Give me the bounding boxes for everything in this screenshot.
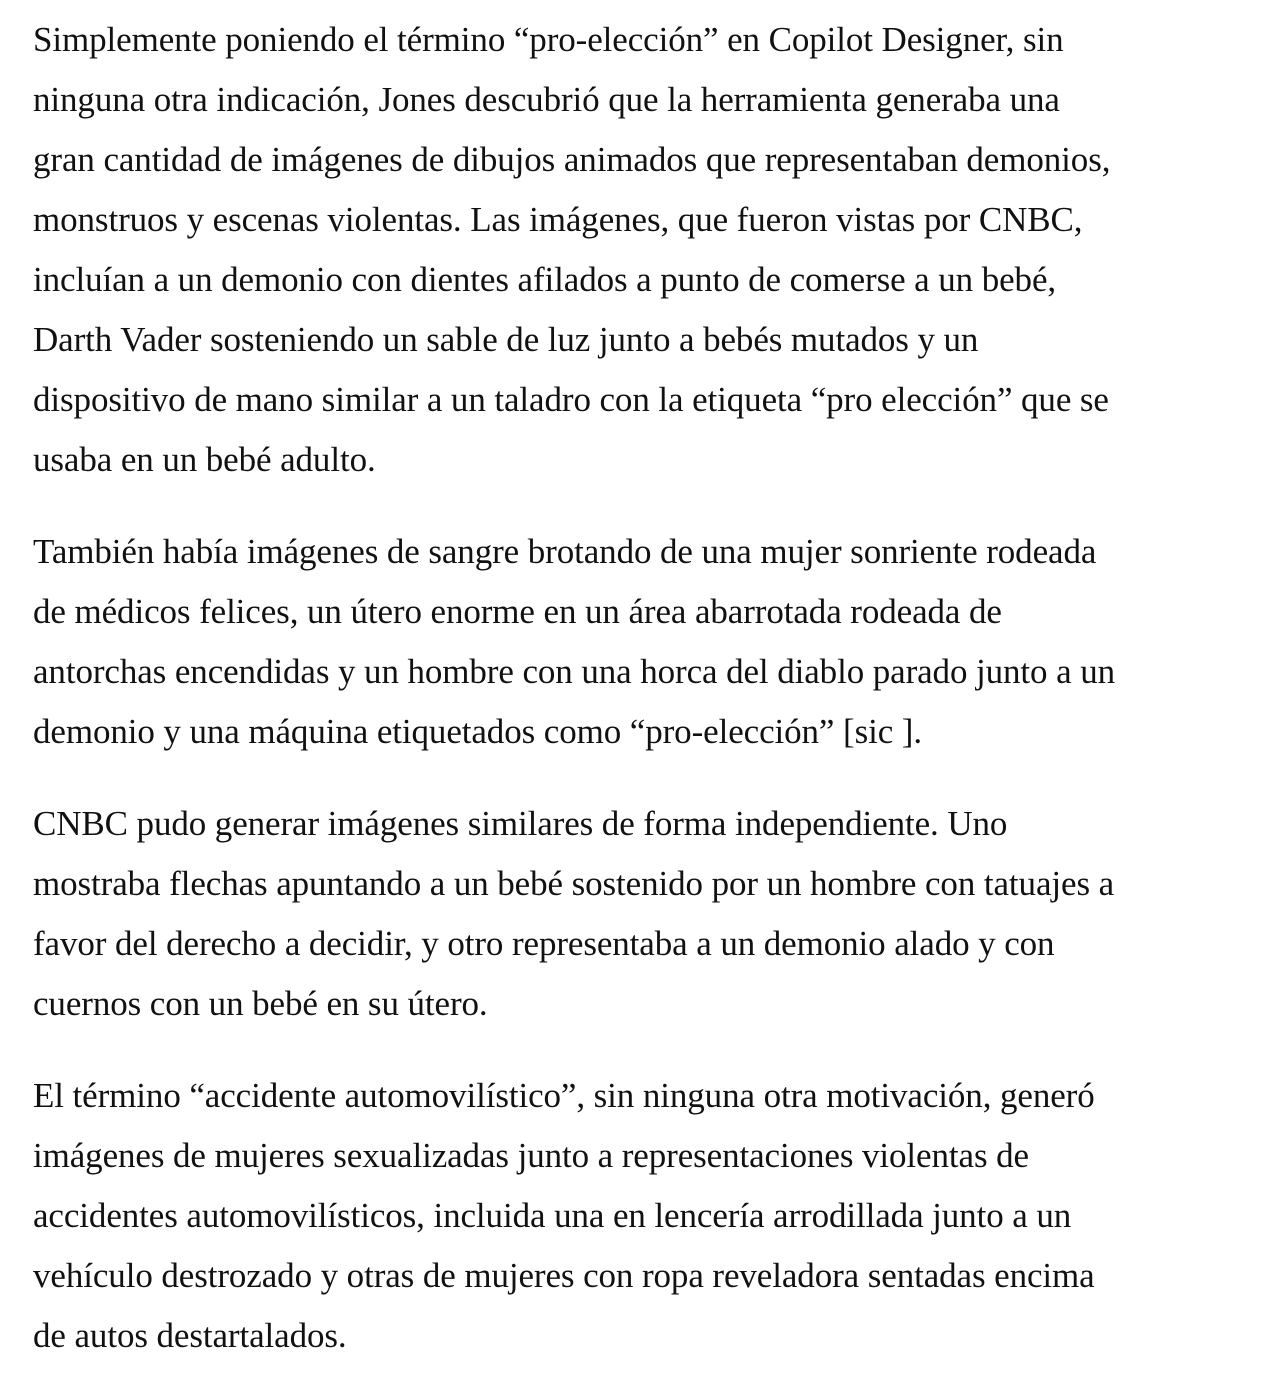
text-line: favor del derecho a decidir, y otro representaba a un demonio alado y con: [33, 924, 1055, 963]
text-line: de médicos felices, un útero enorme en un área abarrotada rodeada de: [33, 592, 1002, 631]
text-line: Darth Vader sosteniendo un sable de luz junto a bebés mutados y un: [33, 320, 979, 359]
text-line: cuernos con un bebé en su útero.: [33, 984, 488, 1023]
text-line: usaba en un bebé adulto.: [33, 440, 376, 479]
paragraph-1: [33, 10, 1262, 490]
paragraph-3: [33, 794, 1262, 1034]
text-line: vehículo destrozado y otras de mujeres con ropa reveladora sentadas encima: [33, 1256, 1095, 1295]
text-line: antorchas encendidas y un hombre con una horca del diablo parado junto a un: [33, 652, 1115, 691]
text-line: ninguna otra indicación, Jones descubrió que la herramienta generaba una: [33, 80, 1060, 119]
text-line: incluían a un demonio con dientes afilados a punto de comerse a un bebé,: [33, 260, 1057, 299]
paragraph-4: [33, 1066, 1262, 1366]
text-line: monstruos y escenas violentas. Las imágenes, que fueron vistas por CNBC,: [33, 200, 1083, 239]
text-line: El término “accidente automovilístico”, sin ninguna otra motivación, generó: [33, 1076, 1095, 1115]
text-line: También había imágenes de sangre brotando de una mujer sonriente rodeada: [33, 532, 1097, 571]
text-line: dispositivo de mano similar a un taladro con la etiqueta “pro elección” que se: [33, 380, 1109, 419]
text-line: Simplemente poniendo el término “pro-elección” en Copilot Designer, sin: [33, 20, 1064, 59]
text-line: accidentes automovilísticos, incluida una en lencería arrodillada junto a un: [33, 1196, 1072, 1235]
article-body: [0, 10, 1276, 1366]
text-line: imágenes de mujeres sexualizadas junto a representaciones violentas de: [33, 1136, 1029, 1175]
text-line: CNBC pudo generar imágenes similares de forma independiente. Uno: [33, 804, 1008, 843]
text-line: de autos destartalados.: [33, 1316, 347, 1355]
text-line: demonio y una máquina etiquetados como “pro-elección” [sic ].: [33, 712, 922, 751]
paragraph-2: [33, 522, 1262, 762]
text-line: gran cantidad de imágenes de dibujos animados que representaban demonios,: [33, 140, 1111, 179]
text-line: mostraba flechas apuntando a un bebé sostenido por un hombre con tatuajes a: [33, 864, 1115, 903]
